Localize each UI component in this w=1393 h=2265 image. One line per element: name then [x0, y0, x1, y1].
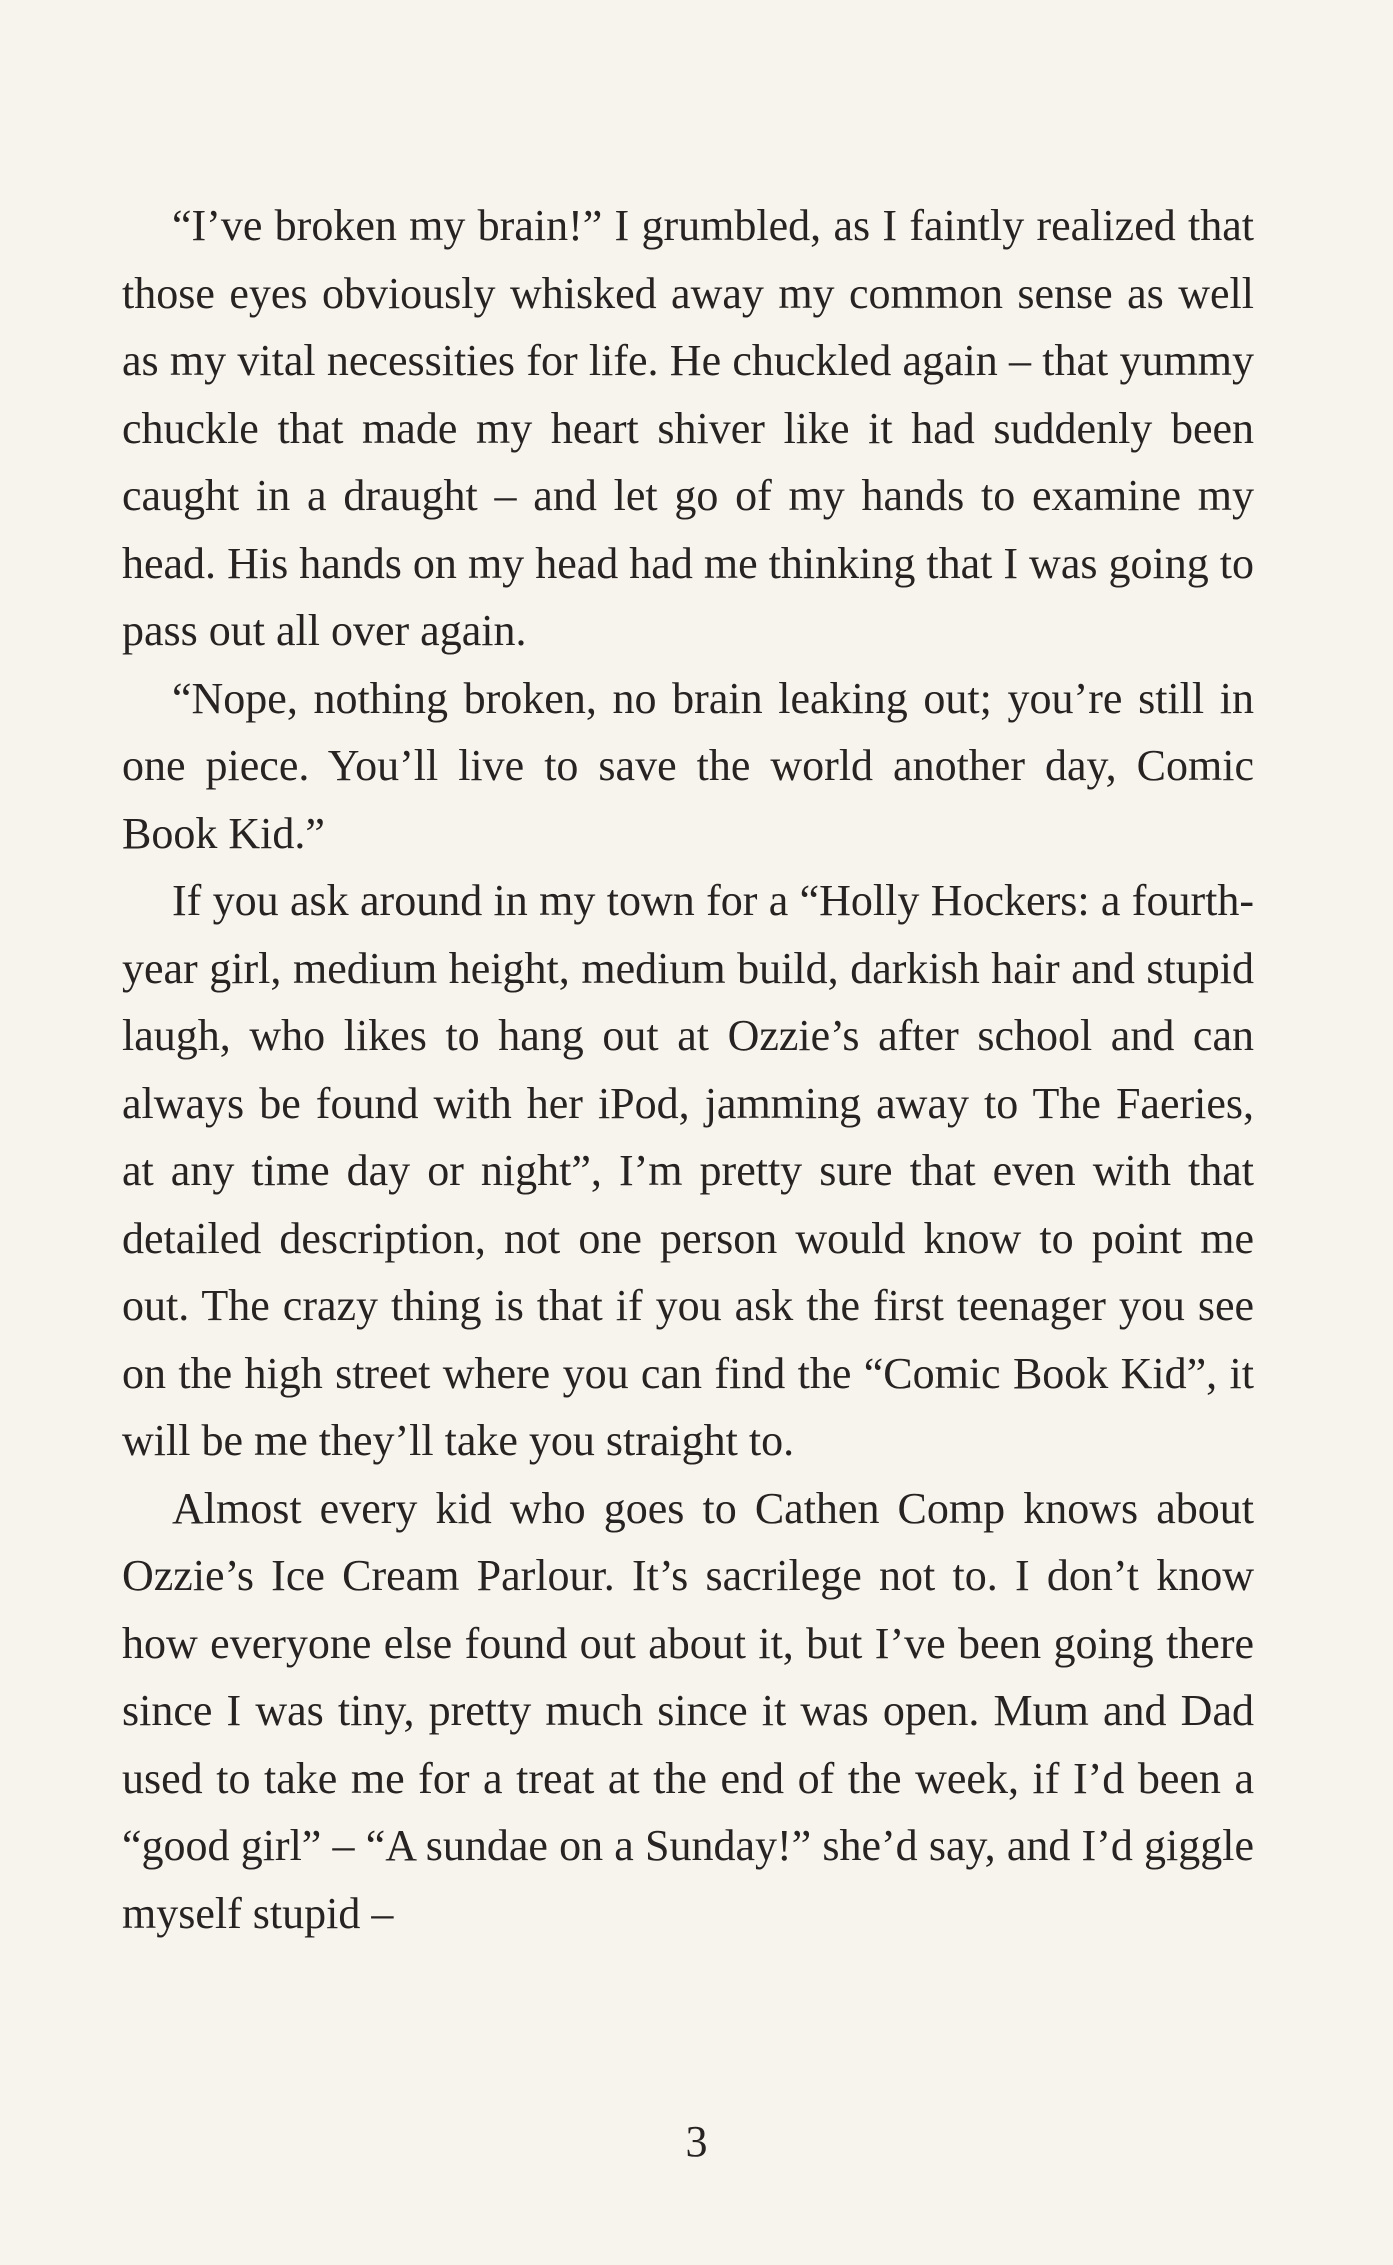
paragraph-2: “Nope, nothing broken, no brain leaking out; you’re still in one piece. You’ll live to save the world another day, Comic Book Kid.” — [122, 673, 1254, 858]
page-number: 3 — [685, 2117, 708, 2166]
body-text — [122, 192, 1254, 1947]
paragraph-4: Almost every kid who goes to Cathen Comp knows about Ozzie’s Ice Cream Parlour. It’s sacrilege not to. I don’t know how everyone else found out about it, but I’ve been going there since I was tiny, pretty much since it was open. Mum and Dad used to take me for a treat at the end of the week, if I’d been a “good girl” – “A sundae on a Sunday!” she’d say, and I’d giggle myself stupid – — [122, 1483, 1254, 1938]
paragraph-3: If you ask around in my town for a “Holly Hockers: a fourth-year girl, medium height, medium build, darkish hair and stupid laugh, who likes to hang out at Ozzie’s after school and can always be found with her iPod, jamming away to The Faeries, at any time day or night”, I’m pretty sure that even with that detailed description, not one person would know to point me out. The crazy thing is that if you ask the first teenager you see on the high street where you can find the “Comic Book Kid”, it will be me they’ll take you straight to. — [122, 876, 1254, 1465]
paragraph-1: “I’ve broken my brain!” I grumbled, as I faintly realized that those eyes obviously whisked away my common sense as well as my vital necessities for life. He chuckled again – that yummy chuckle that made my heart shiver like it had suddenly been caught in a draught – and let go of my hands to examine my head. His hands on my head had me thinking that I was going to pass out all over again. — [122, 201, 1254, 655]
